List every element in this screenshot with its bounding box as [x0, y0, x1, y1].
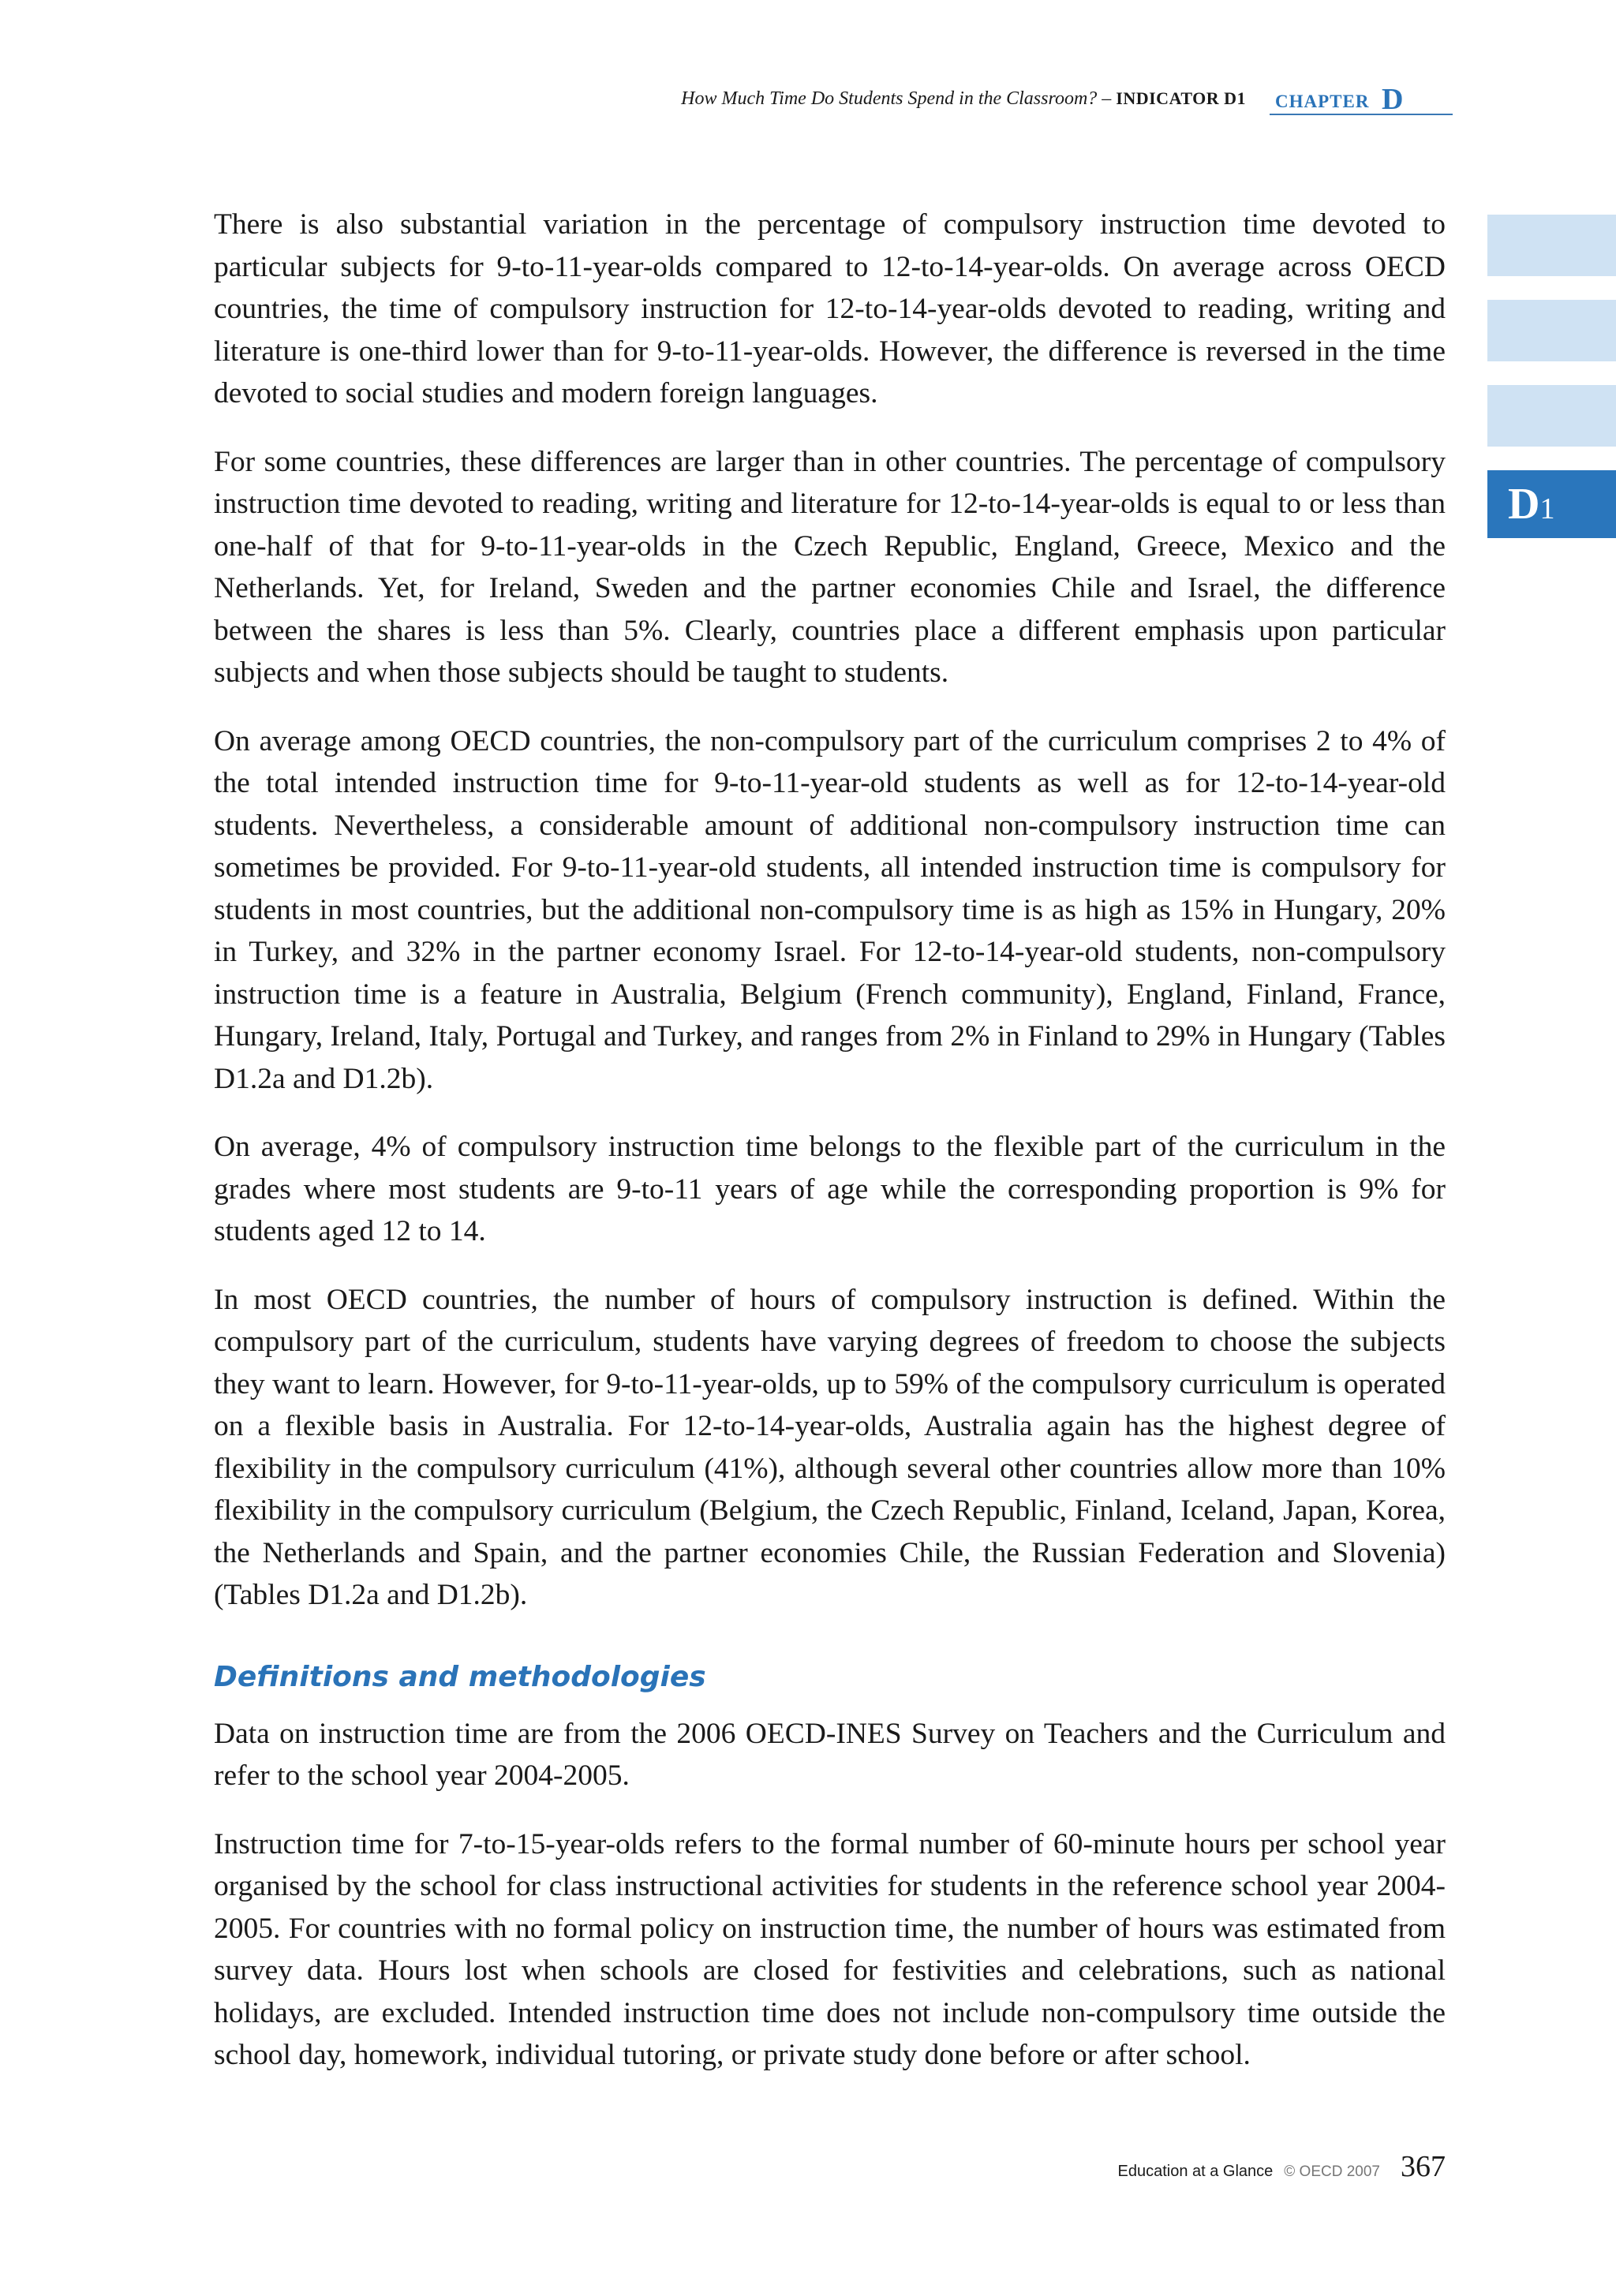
section-title: Definitions and methodologies: [214, 1660, 706, 1693]
paragraph: Instruction time for 7-to-15-year-olds refers to the formal number of 60-minute hours per school year organised by the school for class instructional activities for students in the reference school year 2004-2005. For countries with no formal policy on instruction time, the number of hours was estimated from survey data. Hours lost when schools are closed for festivities and celebrations, such as national holidays, are excluded. Intended instruction time does not include non-compulsory time outside the school day, homework, individual tutoring, or private study done before or after school.: [214, 1827, 1446, 2071]
running-header: [620, 83, 1453, 123]
main-content: [214, 204, 1446, 2103]
side-tab-d1: [1487, 470, 1616, 538]
paragraph: On average, 4% of compulsory instruction time belongs to the flexible part of the curriculum in the grades where most students are 9-to-11 years of age while the corresponding proportion is 9% for students aged 12 to 14.: [214, 1131, 1446, 1247]
paragraph: In most OECD countries, the number of hours of compulsory instruction is defined. Within the compulsory part of the curriculum, students have varying degrees of freedom to choose the subjects they want to learn. However, for 9-to-11-year-olds, up to 59% of the compulsory curriculum is operated on a flexible basis in Australia. For 12-to-14-year-olds, Australia again has the highest degree of flexibility in the compulsory curriculum (41%), although several other countries allow more than 10% flexibility in the compulsory curriculum (Belgium, the Czech Republic, Finland, Iceland, Japan, Korea, the Netherlands and Spain, and the partner economies Chile, the Russian Federation and Slovenia) (Tables D1.2a and D1.2b).: [214, 1283, 1446, 1611]
running-title-text: How Much Time Do Students Spend in the Classroom? –: [681, 88, 1117, 109]
chapter-label: [1270, 82, 1453, 115]
paragraph: On average among OECD countries, the non-compulsory part of the curriculum comprises 2 to 4% of the total intended instruction time for 9-to-11-year-old students as well as for 12-to-14-year-old students. Nevertheless, a considerable amount of additional non-compulsory instruction time can sometimes be provided. For 9-to-11-year-old students, all intended instruction time is compulsory for students in most countries, but the additional non-compulsory time is as high as 15% in Hungary, 20% in Turkey, and 32% in the partner economy Israel. For 12-to-14-year-old students, non-compulsory instruction time is a feature in Australia, Belgium (French community), England, Finland, France, Hungary, Ireland, Italy, Portugal and Turkey, and ranges from 2% in Finland to 29% in Hungary (Tables D1.2a and D1.2b).: [214, 724, 1446, 1095]
publication-title: Education at a Glance: [1117, 2163, 1274, 2180]
side-tab-blank-1: [1487, 215, 1616, 276]
side-tab-number: 1: [1539, 492, 1555, 525]
indicator-label: INDICATOR D1: [1116, 88, 1246, 108]
chapter-letter: D: [1382, 83, 1405, 116]
running-title: [681, 88, 1246, 110]
chapter-label-text: CHAPTER: [1275, 92, 1370, 111]
side-tab-blank-3: [1487, 385, 1616, 447]
side-tabs: [1487, 215, 1616, 562]
paragraph: For some countries, these differences are larger than in other countries. The percentage of compulsory instruction time devoted to reading, writing and literature for 12-to-14-year-olds is equal to or less than one-half of that for 9-to-11-year-olds in the Czech Republic, England, Greece, Mexico and the Netherlands. Yet, for Ireland, Sweden and the partner economies Chile and Israel, the difference between the shares is less than 5%. Clearly, countries place a different emphasis upon particular subjects and when those subjects should be taught to students.: [214, 445, 1446, 689]
paragraph: There is also substantial variation in the percentage of compulsory instruction time devoted to particular subjects for 9-to-11-year-olds compared to 12-to-14-year-olds. On average across OECD countries, the time of compulsory instruction for 12-to-14-year-olds devoted to reading, writing and literature is one-third lower than for 9-to-11-year-olds. However, the difference is reversed in the time devoted to social studies and modern foreign languages.: [214, 208, 1446, 409]
copyright: © OECD 2007: [1284, 2163, 1380, 2180]
side-tab-letter: D: [1508, 480, 1540, 529]
page-number: 367: [1401, 2150, 1446, 2183]
page-footer: [1117, 2149, 1446, 2184]
side-tab-blank-2: [1487, 300, 1616, 361]
paragraph: Data on instruction time are from the 2006 OECD-INES Survey on Teachers and the Curriculum and refer to the school year 2004-2005.: [214, 1717, 1446, 1792]
